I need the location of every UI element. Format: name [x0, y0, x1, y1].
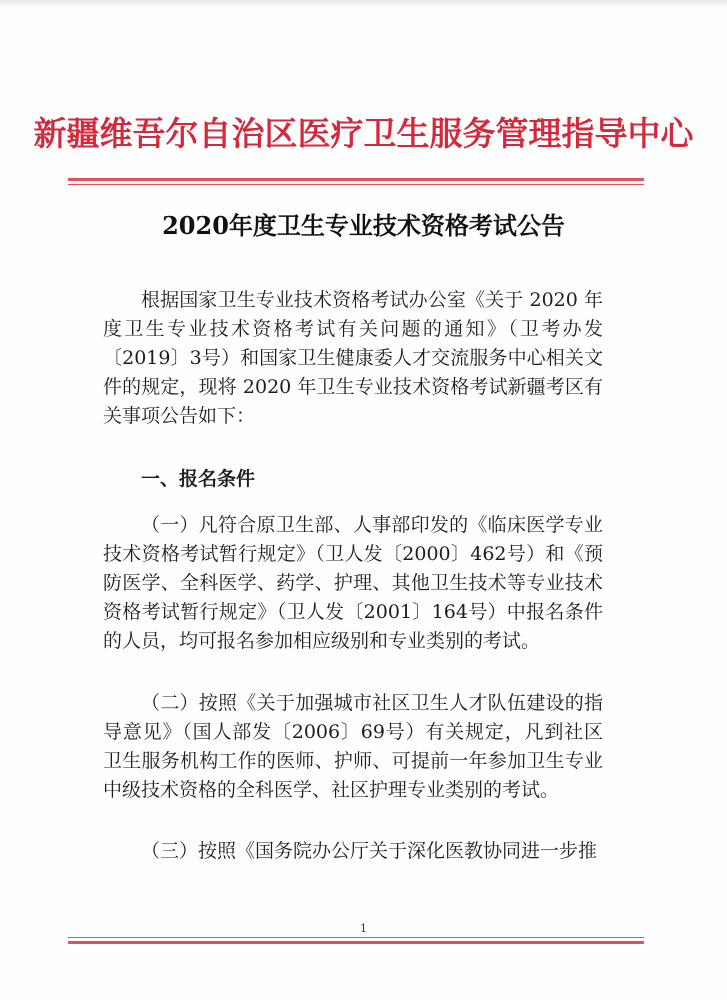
letterhead-organization: 新疆维吾尔自治区医疗卫生服务管理指导中心	[33, 114, 694, 153]
scan-edge	[0, 0, 727, 8]
footer-rule-thin	[68, 937, 644, 938]
footer-rule-thick	[68, 941, 644, 944]
item1-block	[103, 511, 603, 656]
section-heading-block	[103, 465, 603, 494]
section-heading: 一、报名条件	[141, 468, 256, 490]
intro-block	[103, 286, 603, 431]
item2-paragraph: （二）按照《关于加强城市社区卫生人才队伍建设的指导意见》（国人部发〔2006〕69号）有关规定，凡到社区卫生服务机构工作的医师、护师、可提前一年参加卫生专业中级技术资格的全科医学、社区护理专业类别的考试。	[103, 692, 603, 801]
item1-paragraph: （一）凡符合原卫生部、人事部印发的《临床医学专业技术资格考试暂行规定》（卫人发〔2000〕462号）和《预防医学、全科医学、药学、护理、其他卫生技术等专业技术资格考试暂行规定》（卫人发〔2001〕164号）中报名条件的人员，均可报名参加相应级别和专业类别的考试。	[103, 514, 603, 652]
page-number: 1	[360, 922, 367, 935]
letterhead-rule-thin	[68, 184, 644, 185]
document-title: 2020年度卫生专业技术资格考试公告	[162, 211, 565, 240]
letterhead-rule-thick	[68, 178, 644, 181]
item2-block	[103, 689, 603, 805]
item3-paragraph: （三）按照《国务院办公厅关于深化医教协同进一步推	[141, 840, 598, 862]
item3-block	[103, 837, 603, 866]
intro-paragraph: 根据国家卫生专业技术资格考试办公室《关于 2020 年度卫生专业技术资格考试有关问题的通知》（卫考办发〔2019〕3号）和国家卫生健康委人才交流服务中心相关文件的规定，现将 2020 年卫生专业技术资格考试新疆考区有关事项公告如下：	[103, 289, 603, 427]
